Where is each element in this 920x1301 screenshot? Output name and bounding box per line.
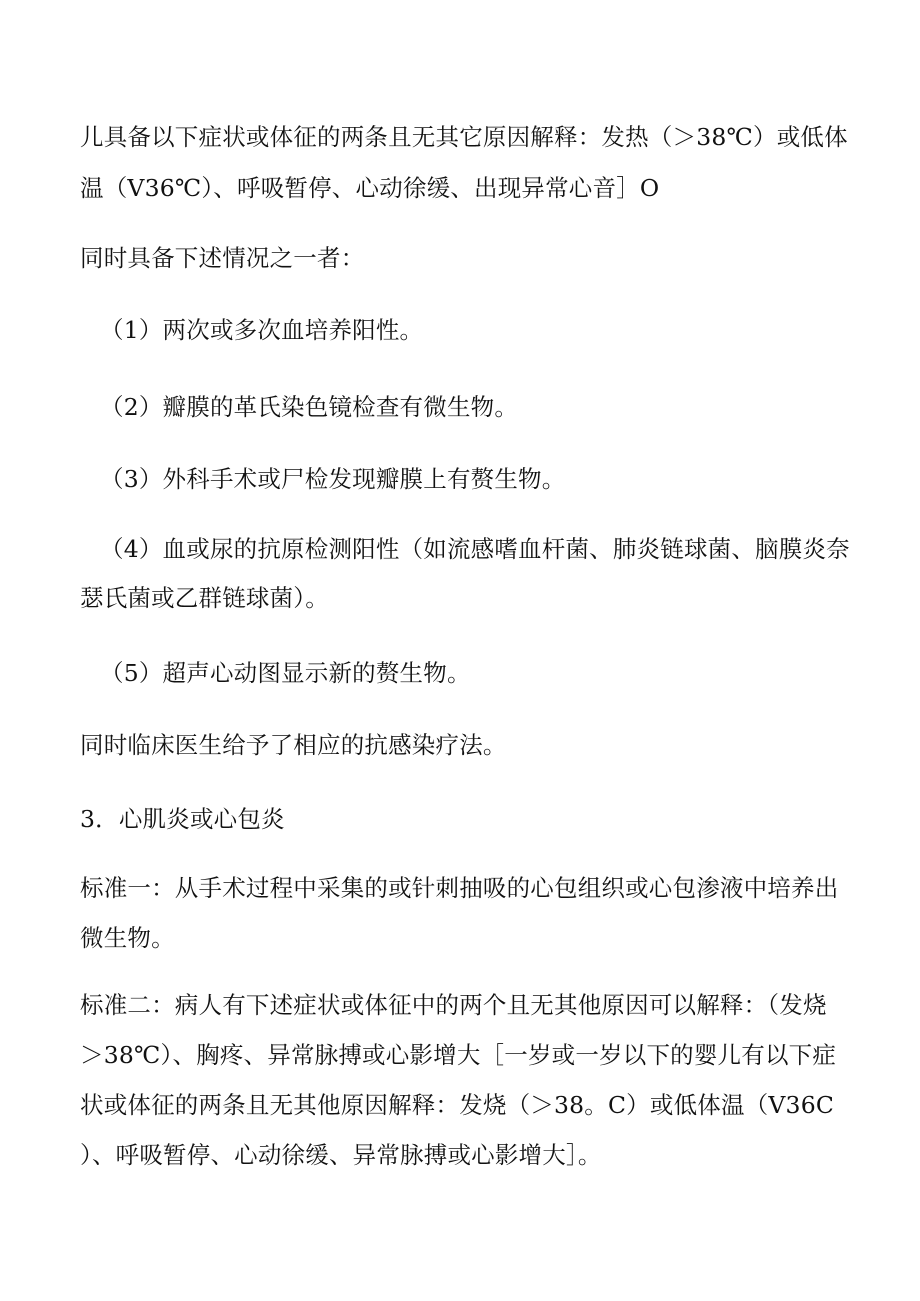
paragraph-line: 同时具备下述情况之一者： (80, 244, 365, 272)
list-item: （1）两次或多次血培养阳性。 (100, 316, 424, 344)
list-item: （2）瓣膜的革氏染色镜检查有微生物。 (100, 393, 519, 421)
paragraph-line: 标准一：从手术过程中采集的或针刺抽吸的心包组织或心包渗液中培养出 (80, 874, 839, 902)
paragraph-line: 状或体征的两条且无其他原因解释：发烧（＞38。C）或低体温（V36C (80, 1091, 835, 1119)
list-item: （3）外科手术或尸检发现瓣膜上有赘生物。 (100, 465, 566, 493)
list-item: （4）血或尿的抗原检测阳性（如流感嗜血杆菌、肺炎链球菌、脑膜炎奈 (100, 535, 850, 563)
paragraph-line: 温（V36℃）、呼吸暂停、心动徐缓、出现异常心音］O (80, 174, 660, 202)
section-heading: 3．心肌炎或心包炎 (80, 805, 285, 833)
paragraph-line: ＞38℃）、胸疼、异常脉搏或心影增大［一岁或一岁以下的婴儿有以下症 (80, 1041, 837, 1069)
paragraph-line: 同时临床医生给予了相应的抗感染疗法。 (80, 731, 507, 759)
paragraph-line: 标准二：病人有下述症状或体征中的两个且无其他原因可以解释：（发烧 (80, 991, 827, 1019)
list-item-continuation: 瑟氏菌或乙群链球菌）。 (80, 584, 329, 612)
paragraph-line: 微生物。 (80, 924, 175, 952)
paragraph-line: 儿具备以下症状或体征的两条且无其它原因解释：发热（＞38℃）或低体 (80, 123, 848, 151)
paragraph-line: ）、呼吸暂停、心动徐缓、异常脉搏或心影增大］。 (80, 1141, 602, 1169)
list-item: （5）超声心动图显示新的赘生物。 (100, 659, 471, 687)
